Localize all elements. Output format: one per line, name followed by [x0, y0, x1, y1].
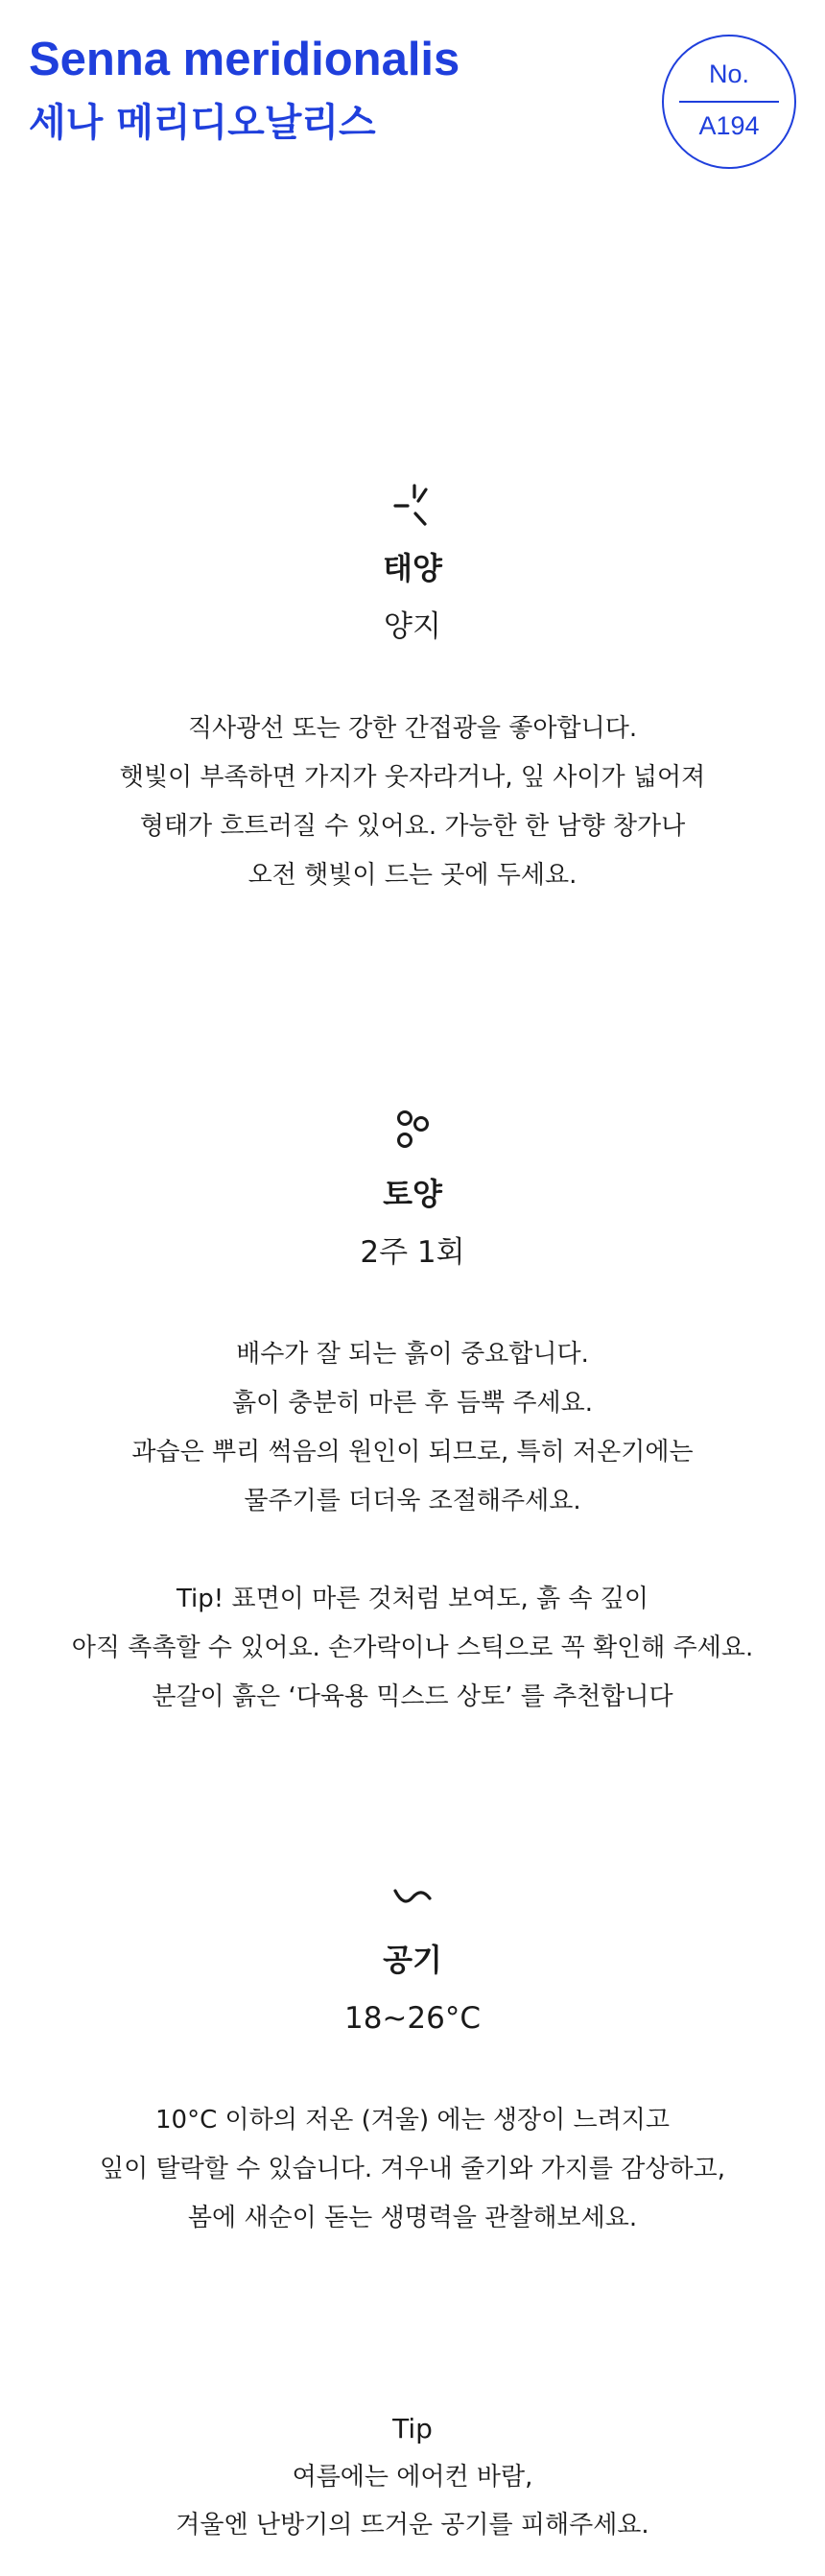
catalog-no-label: No. — [708, 60, 750, 88]
soil-tip-line: 분갈이 흙은 ‘다육용 믹스드 상토’ 를 추천합니다 — [152, 1682, 673, 1711]
air-description-line: 잎이 탈락할 수 있습니다. 겨우내 줄기와 가지를 감상하고, — [99, 2155, 726, 2183]
soil-icon — [384, 1102, 441, 1159]
air-title: 공기 — [383, 1942, 442, 1978]
catalog-badge — [662, 35, 796, 169]
sun-title: 태양 — [383, 550, 442, 586]
catalog-code: A194 — [698, 111, 760, 140]
sun-section — [0, 476, 825, 900]
sun-description-line: 햇빛이 부족하면 가지가 웃자라거나, 잎 사이가 넓어져 — [119, 763, 706, 792]
air-wave-icon — [384, 1868, 441, 1925]
watering-frequency: 2주 1회 — [360, 1235, 465, 1270]
tip-line: 여름에는 에어컨 바람, — [292, 2463, 533, 2492]
temperature-range: 18~26°C — [343, 2001, 481, 2036]
sun-description-line: 직사광선 또는 강한 간접광을 좋아합니다. — [187, 714, 638, 743]
soil-section — [0, 1102, 825, 1722]
paragraph-gap — [29, 1526, 796, 1575]
soil-tip-line: 아직 촉촉할 수 있어요. 손가락이나 스틱으로 꼭 확인해 주세요. — [71, 1634, 754, 1662]
tip-line: 겨울엔 난방기의 뜨거운 공기를 피해주세요. — [176, 2511, 649, 2540]
sun-icon — [384, 476, 441, 534]
catalog-badge-divider — [679, 101, 779, 103]
air-description-line: 10°C 이하의 저온 (겨울) 에는 생장이 느려지고 — [155, 2106, 670, 2135]
soil-tip-line: Tip! 표면이 마른 것처럼 보여도, 흙 속 깊이 — [176, 1585, 649, 1613]
soil-description-line: 물주기를 더더욱 조절해주세요. — [244, 1487, 581, 1515]
air-section — [0, 1868, 825, 2243]
soil-description-line: 배수가 잘 되는 흙이 중요합니다. — [236, 1340, 589, 1369]
air-description — [29, 2096, 796, 2243]
sun-value: 양지 — [384, 609, 441, 644]
sun-description — [29, 704, 796, 900]
plant-name-en: Senna meridionalis — [29, 34, 460, 85]
soil-description — [29, 1330, 796, 1722]
air-description-line: 봄에 새순이 돋는 생명력을 관찰해보세요. — [187, 2204, 638, 2232]
plant-name-ko: 세나 메리디오날리스 — [29, 101, 376, 145]
soil-description-line: 과습은 뿌리 썩음의 원인이 되므로, 특히 저온기에는 — [131, 1438, 694, 1467]
soil-description-line: 흙이 충분히 마른 후 듬뿍 주세요. — [231, 1389, 594, 1418]
sun-description-line: 오전 햇빛이 드는 곳에 두세요. — [248, 861, 578, 890]
tip-title: Tip — [392, 2413, 433, 2445]
page-header — [0, 0, 825, 192]
soil-title: 토양 — [383, 1176, 442, 1212]
sun-description-line: 형태가 흐트러질 수 있어요. 가능한 한 남향 창가나 — [139, 812, 686, 841]
air-tip — [0, 2405, 825, 2549]
